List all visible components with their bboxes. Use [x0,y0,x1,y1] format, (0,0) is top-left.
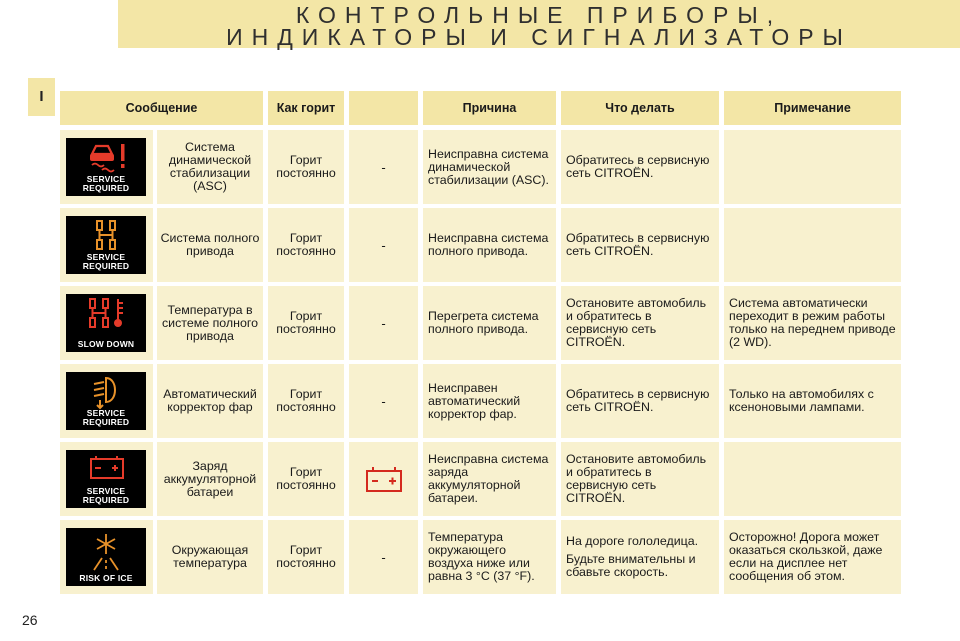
col-header-action: Что делать [561,91,719,125]
message-cell: Система динамической стабилизации (ASC) [157,130,263,204]
cause-cell: Перегрета система полного привода. [423,286,556,360]
dashboard-screen [66,372,146,430]
header-title-line2: ИНДИКАТОРЫ И СИГНАЛИЗАТОРЫ [226,24,852,50]
how-cell: Горит постоянно [268,442,344,516]
warning-badge: RISK OF ICE [79,573,133,583]
col-header-message: Сообщение [60,91,263,125]
message-cell: Система полного привода [157,208,263,282]
dashboard-screen [66,216,146,274]
note-cell: Система автоматически переходит в режим работы только на переднем приводе (2 WD). [724,286,901,360]
col-header-note: Примечание [724,91,901,125]
cause-cell: Неисправна система динамической стабилизации (ASC). [423,130,556,204]
headlamp-leveling-icon [66,372,146,412]
action-cell: Обратитесь в сервисную сеть CITROËN. [561,208,719,282]
cause-cell: Неисправен автоматический корректор фар. [423,364,556,438]
cause-cell: Неисправна система заряда аккумуляторной батареи. [423,442,556,516]
symbol-cell: - [349,286,418,360]
warning-icon-cell [60,364,153,438]
col-header-symbol [349,91,418,125]
action-cell: Остановите автомобиль и обратитесь в сервисную сеть CITROËN. [561,286,719,360]
dashboard-screen [66,528,146,586]
warning-badge: SERVICE REQUIRED [82,408,130,427]
warning-badge: SERVICE REQUIRED [82,252,130,271]
section-tab: I [28,78,55,116]
col-header-how: Как горит [268,91,344,125]
how-cell: Горит постоянно [268,520,344,594]
warning-badge: SLOW DOWN [77,339,135,349]
warning-icon-cell [60,130,153,204]
message-cell: Температура в системе полного привода [157,286,263,360]
symbol-cell: - [349,208,418,282]
warning-icon-cell [60,286,153,360]
note-cell: Только на автомобилях с ксеноновыми лампами. [724,364,901,438]
header-title-line1: КОНТРОЛЬНЫЕ ПРИБОРЫ, [295,2,783,28]
warning-icon-cell [60,520,153,594]
battery-icon [364,465,404,493]
message-cell: Заряд аккумуляторной батареи [157,442,263,516]
dashboard-screen [66,138,146,196]
note-cell [724,442,901,516]
how-cell: Горит постоянно [268,208,344,282]
cause-cell: Неисправна система полного привода. [423,208,556,282]
symbol-cell [349,442,418,516]
warning-badge: SERVICE REQUIRED [82,486,130,505]
dashboard-screen [66,450,146,508]
action-cell: Обратитесь в сервисную сеть CITROËN. [561,130,719,204]
message-cell: Окружающая температура [157,520,263,594]
note-cell [724,208,901,282]
warning-badge: SERVICE REQUIRED [82,174,130,193]
note-cell [724,130,901,204]
symbol-cell: - [349,130,418,204]
snowflake-road-icon [66,528,146,572]
message-cell: Автоматический корректор фар [157,364,263,438]
col-header-cause: Причина [423,91,556,125]
action-text-secondary: Будьте внимательны и сбавьте скорость. [566,552,696,579]
action-cell [561,520,719,594]
action-text: На дороге гололедица. [566,534,699,548]
warning-icon-cell [60,208,153,282]
symbol-cell: - [349,364,418,438]
cause-cell: Температура окружающего воздуха ниже или равна 3 °C (37 °F). [423,520,556,594]
battery-icon [66,450,146,490]
page-number: 26 [22,612,38,628]
four-wheel-drive-icon [66,216,146,256]
note-cell: Осторожно! Дорога может оказаться скользкой, даже если на дисплее нет сообщения об этом. [724,520,901,594]
symbol-cell: - [349,520,418,594]
page-header [118,0,960,48]
how-cell: Горит постоянно [268,130,344,204]
how-cell: Горит постоянно [268,286,344,360]
esp-skid-warning-icon [66,138,146,178]
action-cell: Обратитесь в сервисную сеть CITROËN. [561,364,719,438]
four-wheel-drive-temperature-icon [66,294,146,338]
action-cell: Остановите автомобиль и обратитесь в сервисную сеть CITROËN. [561,442,719,516]
dashboard-screen [66,294,146,352]
warning-icon-cell [60,442,153,516]
how-cell: Горит постоянно [268,364,344,438]
